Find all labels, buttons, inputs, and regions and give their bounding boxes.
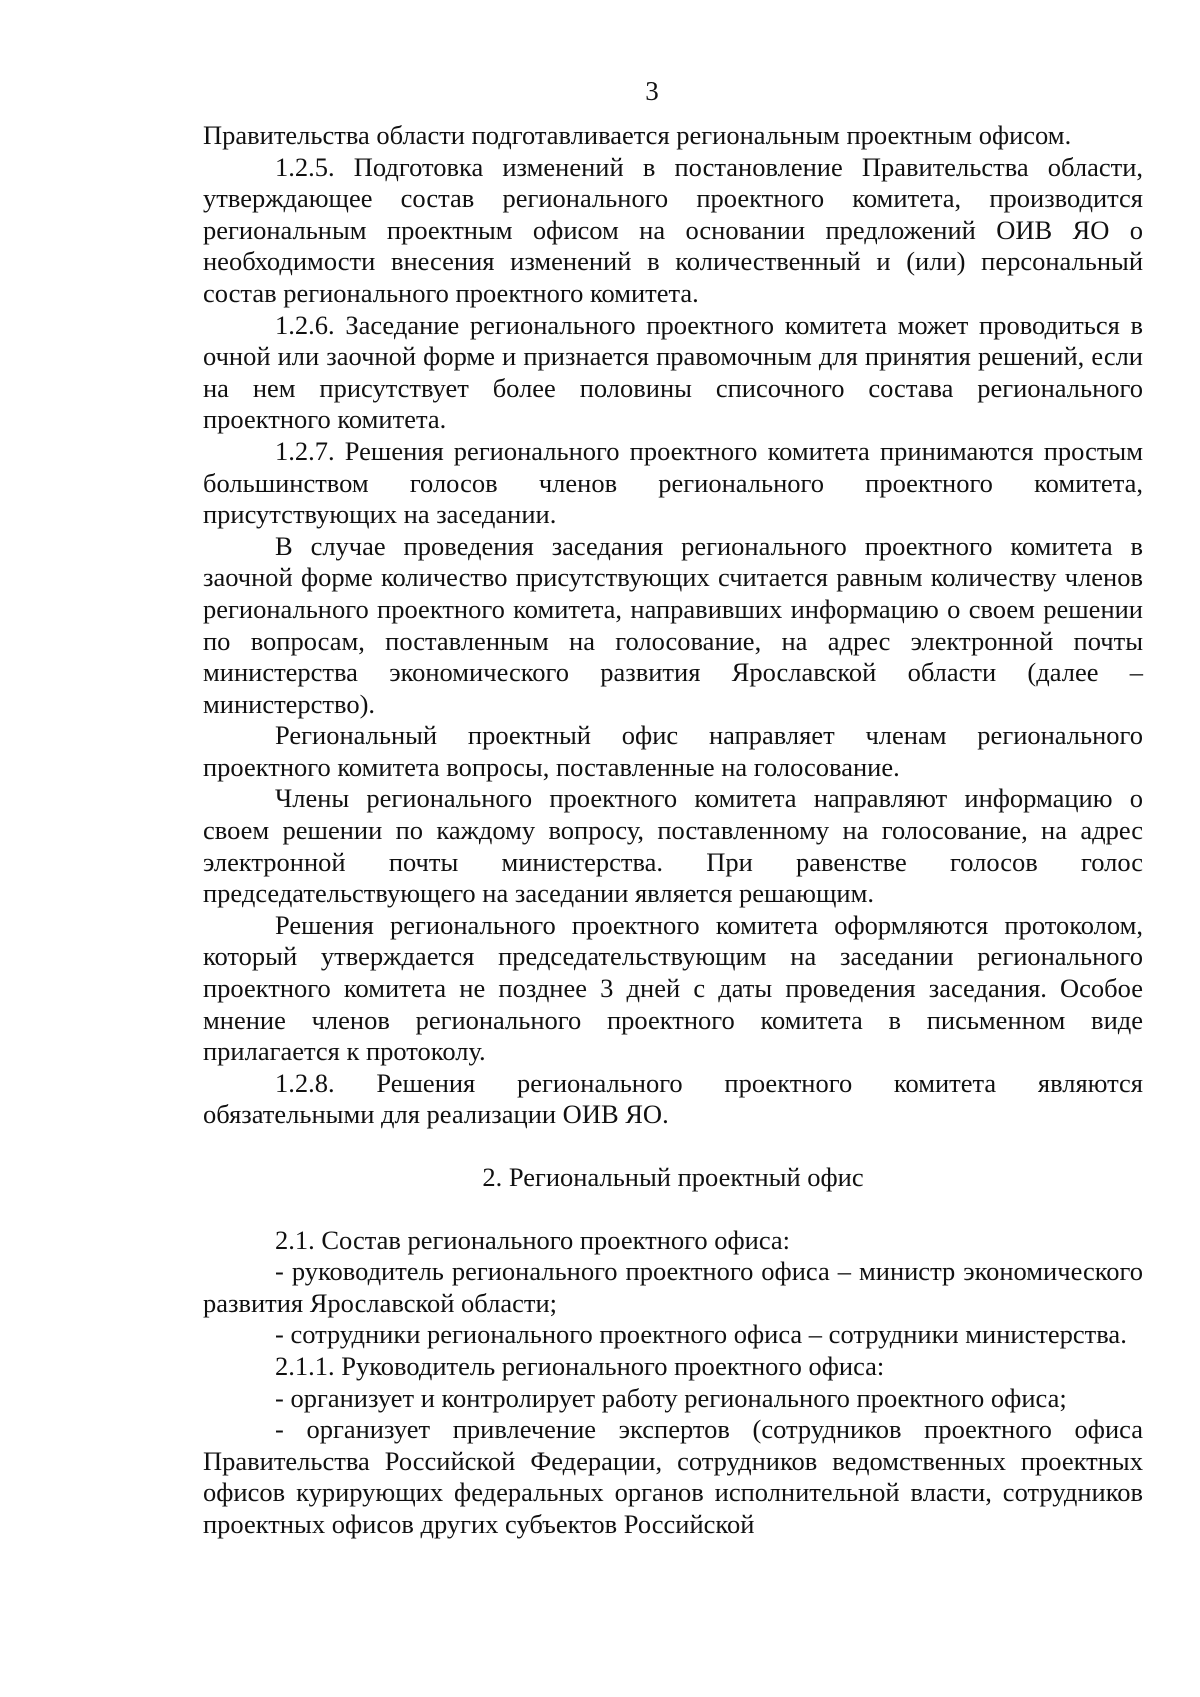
paragraph-1-2-8: 1.2.8. Решения регионального проектного комитета являются обязательными для реализации ОИВ ЯО. <box>203 1067 1143 1130</box>
paragraph-protocol: Решения регионального проектного комитета оформляются протоколом, который утверждается председательствующим на заседании регионального проектного комитета не позднее 3 дней с даты проведения заседания. Особое мнение членов регионального проектного комитета в письменном виде прилагается к протоколу. <box>203 909 1143 1067</box>
paragraph-2-1-1: 2.1.1. Руководитель регионального проектного офиса: <box>275 1350 885 1381</box>
section-heading: 2. Региональный проектный офис <box>482 1162 864 1192</box>
paragraph-absentee-vote: В случае проведения заседания регионального проектного комитета в заочной форме количество присутствующих считается равным количеству членов регионального проектного комитета, направивших информацию о своем решении по вопросам, поставленным на голосование, на адрес электронной почты министерства экономического развития Ярославской области (далее – министерство). <box>203 530 1143 719</box>
document-body <box>203 120 1143 1541</box>
page-number: 3 <box>645 76 659 106</box>
paragraph-1-2-5: 1.2.5. Подготовка изменений в постановление Правительства области, утверждающее состав регионального проектного комитета, производится региональным проектным офисом на основании предложений ОИВ ЯО о необходимости внесения изменений в количественный и (или) персональный состав регионального проектного комитета. <box>203 151 1143 308</box>
paragraph-organizes-experts: - организует привлечение экспертов (сотрудников проектного офиса Правительства Российской Федерации, сотрудников ведомственных проектных офисов курирующих федеральных органов исполнительной власти, сотрудников проектных офисов других субъектов Российской <box>203 1414 1143 1539</box>
paragraph-office-sends-questions: Региональный проектный офис направляет членам регионального проектного комитета вопросы, поставленные на голосование. <box>203 720 1143 782</box>
paragraph-organizes-controls: - организует и контролирует работу регионального проектного офиса; <box>275 1382 1067 1413</box>
paragraph-1-2-7: 1.2.7. Решения регионального проектного комитета принимаются простым большинством голосов членов регионального проектного комитета, присутствующих на заседании. <box>203 435 1143 530</box>
paragraph-2-1: 2.1. Состав регионального проектного офиса: <box>275 1224 791 1255</box>
paragraph-1-2-6: 1.2.6. Заседание регионального проектного комитета может проводиться в очной или заочной форме и признается правомочным для принятия решений, если на нем присутствует более половины списочного состава регионального проектного комитета. <box>203 309 1143 435</box>
paragraph-continuation: Правительства области подготавливается региональным проектным офисом. <box>203 120 1072 150</box>
paragraph-office-staff: - сотрудники регионального проектного офиса – сотрудники министерства. <box>275 1319 1127 1350</box>
paragraph-members-send-decisions: Члены регионального проектного комитета направляют информацию о своем решении по каждому вопросу, поставленному на голосование, на адрес электронной почты министерства. При равенстве голосов голос председательствующего на заседании является решающим. <box>203 783 1143 909</box>
paragraph-head-of-office: - руководитель регионального проектного офиса – министр экономического развития Ярославской области; <box>203 1256 1143 1318</box>
